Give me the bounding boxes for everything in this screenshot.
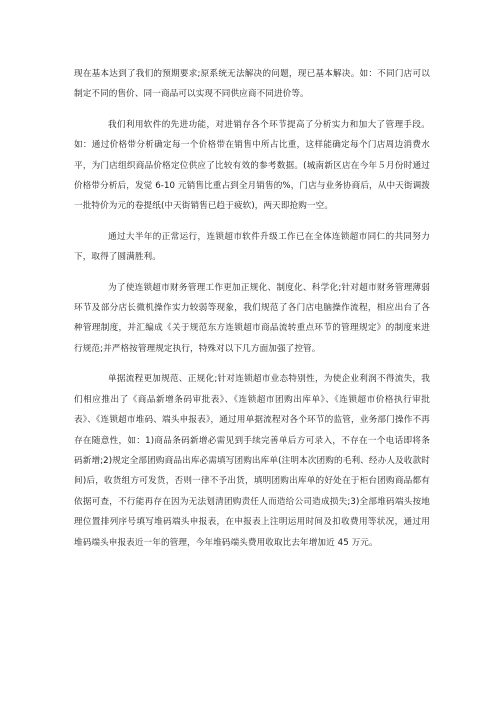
paragraph-5: 单据流程更加规范、正规化;针对连锁超市业态特别性，为使企业利润不得流失，我们相应推出了《商品新增条码审批表》、《连锁超市团购出库单》、《连锁超市价格执行审批表》、《连锁超市堆码、端头申报表》，通过用单据流程对各个环节的监管，业务部门操作不再存在随意性，如：1)商品条码新增必需见到手续完善单后方可录入，不存在一个电话即将条码新增;2)规定全部团购商品出库必需填写团购出库单(注明本次团购的毛利、经办人及收款时间)后，收货组方可发货，否则一律不予出货，填明团购出库单的好处在于柜台团购商品都有依据可查，不行能再存在因为无法划清团购责任人而造给公司造成损失;3)全部堆码端头按地理位置排列序号填写堆码端头申报表，在申报表上注明运用时间及扣收费用等状况，通过用堆码端头申报表近一年的管理，今年堆码端头费用收取比去年增加近 45 万元。 <box>74 374 430 548</box>
paragraph-2: 我们利用软件的先进功能，对进销存各个环节提高了分析实力和加大了管理手段。如：通过价格带分析确定每一个价格带在销售中所占比重，这样能确定每个门店周边消费水平，为门店组织商品价格定位供应了比较有效的参考数据。(城南新区店在今年５月份时通过价格带分析后，发觉 6-10 元销售比重占到全月销售的%，门店与业务协商后，从中天街调拨一批特价为元的卷提纸(中天街销售已趋于疲软)，两天即抢购一空。 <box>74 119 430 212</box>
paragraph-1: 现在基本达到了我们的预期要求;原系统无法解决的问题，现已基本解决。如：不同门店可以制定不同的售价、同一商品可以实现不同供应商不同进价等。 <box>74 69 430 100</box>
paragraph-4: 为了使连锁超市财务管理工作更加正规化、制度化、科学化;针对超市财务管理薄弱环节及部分店长微机操作实力较弱等现象，我们规范了各门店电脑操作流程，相应出台了各种管理制度，并汇编成《关于规范东方连锁超市商品流转重点环节的管理规定》的制度来进行规范;并严格按管理规定执行，特殊对以下几方面加强了控管。 <box>74 282 430 354</box>
paragraph-spacer <box>74 217 430 227</box>
paragraph-spacer <box>74 359 430 369</box>
paragraph-spacer <box>74 105 430 115</box>
paragraph-3: 通过大半年的正常运行，连锁超市软件升级工作已在全体连锁超市同仁的共同努力下，取得了圆满胜利。 <box>74 231 430 263</box>
paragraph-spacer <box>74 268 430 278</box>
document-body <box>74 64 430 553</box>
